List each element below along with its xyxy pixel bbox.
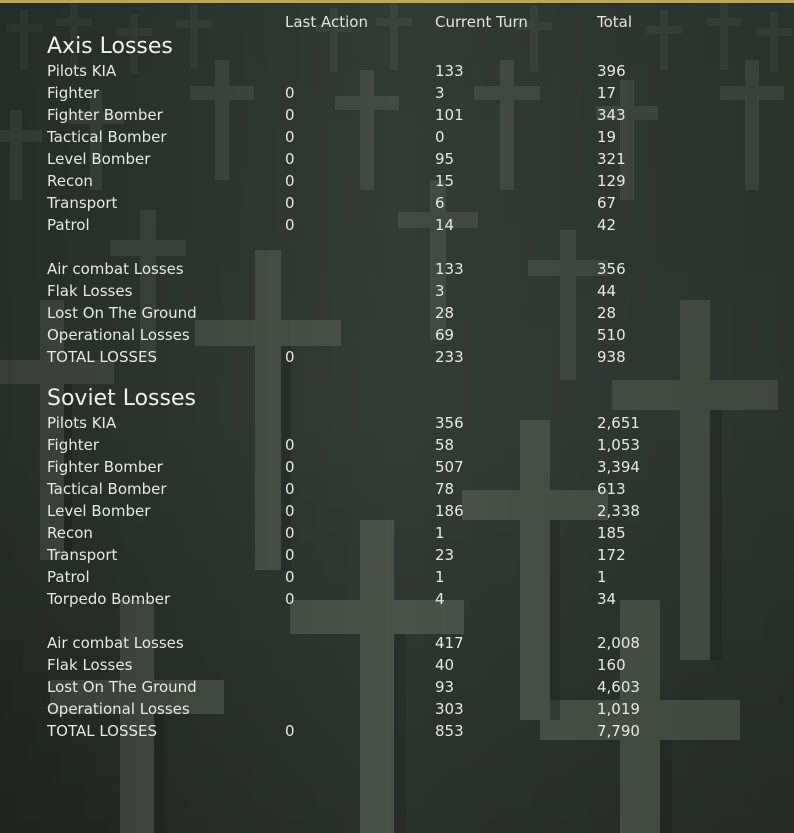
- row-current-turn-value: 6: [435, 194, 445, 212]
- row-total-value: 356: [597, 260, 626, 278]
- table-row: [0, 676, 794, 698]
- row-total-value: 2,651: [597, 414, 640, 432]
- row-last-action-value: 0: [285, 568, 295, 586]
- row-last-action-value: 0: [285, 590, 295, 608]
- row-current-turn-value: 101: [435, 106, 464, 124]
- table-row: [0, 720, 794, 742]
- table-row: [0, 632, 794, 654]
- row-last-action-value: 0: [285, 172, 295, 190]
- row-label: Operational Losses: [47, 326, 190, 344]
- row-current-turn-value: 0: [435, 128, 445, 146]
- row-last-action-value: 0: [285, 128, 295, 146]
- row-total-value: 44: [597, 282, 617, 300]
- row-label: Level Bomber: [47, 502, 151, 520]
- header-current-turn: Current Turn: [435, 13, 528, 31]
- row-last-action-value: 0: [285, 458, 295, 476]
- row-label: Flak Losses: [47, 656, 133, 674]
- section-title-axis: Axis Losses: [47, 34, 173, 59]
- row-total-value: 2,338: [597, 502, 640, 520]
- row-label: Patrol: [47, 568, 90, 586]
- row-last-action-value: 0: [285, 546, 295, 564]
- table-row: [0, 456, 794, 478]
- row-current-turn-value: 417: [435, 634, 464, 652]
- row-label: Pilots KIA: [47, 414, 117, 432]
- table-row: [0, 148, 794, 170]
- row-current-turn-value: 133: [435, 62, 464, 80]
- table-row: [0, 588, 794, 610]
- row-current-turn-value: 233: [435, 348, 464, 366]
- row-total-value: 396: [597, 62, 626, 80]
- row-current-turn-value: 40: [435, 656, 455, 674]
- table-row: [0, 566, 794, 588]
- header-last-action: Last Action: [285, 13, 368, 31]
- table-row: [0, 522, 794, 544]
- section-title-soviet: Soviet Losses: [47, 386, 196, 411]
- table-row: [0, 302, 794, 324]
- table-row: [0, 170, 794, 192]
- row-total-value: 160: [597, 656, 626, 674]
- table-row: [0, 412, 794, 434]
- row-total-value: 2,008: [597, 634, 640, 652]
- row-current-turn-value: 78: [435, 480, 455, 498]
- table-row: [0, 478, 794, 500]
- row-current-turn-value: 1: [435, 524, 445, 542]
- row-current-turn-value: 853: [435, 722, 464, 740]
- row-total-value: 343: [597, 106, 626, 124]
- row-last-action-value: 0: [285, 348, 295, 366]
- row-label: Transport: [47, 194, 118, 212]
- table-row: [0, 346, 794, 368]
- row-last-action-value: 0: [285, 480, 295, 498]
- row-label: Lost On The Ground: [47, 304, 197, 322]
- table-row: [0, 654, 794, 676]
- row-label: Pilots KIA: [47, 62, 117, 80]
- table-row: [0, 192, 794, 214]
- row-label: Recon: [47, 172, 93, 190]
- row-current-turn-value: 1: [435, 568, 445, 586]
- table-row: [0, 82, 794, 104]
- row-label: Flak Losses: [47, 282, 133, 300]
- row-label: Fighter: [47, 436, 100, 454]
- row-total-value: 3,394: [597, 458, 640, 476]
- row-label: Fighter Bomber: [47, 106, 163, 124]
- row-current-turn-value: 303: [435, 700, 464, 718]
- row-current-turn-value: 93: [435, 678, 455, 696]
- header-total: Total: [597, 13, 633, 31]
- row-label: Torpedo Bomber: [47, 590, 171, 608]
- top-gold-rule: [0, 0, 794, 3]
- row-current-turn-value: 507: [435, 458, 464, 476]
- table-row: [0, 258, 794, 280]
- row-label: Operational Losses: [47, 700, 190, 718]
- table-row: [0, 214, 794, 236]
- row-current-turn-value: 14: [435, 216, 455, 234]
- row-total-value: 17: [597, 84, 617, 102]
- row-last-action-value: 0: [285, 150, 295, 168]
- row-total-value: 4,603: [597, 678, 640, 696]
- row-current-turn-value: 133: [435, 260, 464, 278]
- table-row: [0, 104, 794, 126]
- row-current-turn-value: 28: [435, 304, 455, 322]
- row-total-value: 938: [597, 348, 626, 366]
- table-row: [0, 434, 794, 456]
- row-total-value: 34: [597, 590, 617, 608]
- row-current-turn-value: 3: [435, 282, 445, 300]
- row-current-turn-value: 3: [435, 84, 445, 102]
- row-last-action-value: 0: [285, 106, 295, 124]
- row-label: Fighter Bomber: [47, 458, 163, 476]
- row-last-action-value: 0: [285, 502, 295, 520]
- row-last-action-value: 0: [285, 216, 295, 234]
- row-last-action-value: 0: [285, 722, 295, 740]
- table-row: [0, 544, 794, 566]
- row-total-value: 510: [597, 326, 626, 344]
- row-total-value: 1: [597, 568, 607, 586]
- table-row: [0, 280, 794, 302]
- row-current-turn-value: 186: [435, 502, 464, 520]
- row-total-value: 185: [597, 524, 626, 542]
- row-label: Patrol: [47, 216, 90, 234]
- row-label: Air combat Losses: [47, 260, 184, 278]
- row-current-turn-value: 4: [435, 590, 445, 608]
- row-label: Tactical Bomber: [47, 480, 167, 498]
- row-current-turn-value: 58: [435, 436, 455, 454]
- row-label: Lost On The Ground: [47, 678, 197, 696]
- row-total-value: 1,053: [597, 436, 640, 454]
- table-row: [0, 60, 794, 82]
- table-row: [0, 698, 794, 720]
- row-label: Level Bomber: [47, 150, 151, 168]
- row-last-action-value: 0: [285, 84, 295, 102]
- row-total-value: 613: [597, 480, 626, 498]
- row-label: Fighter: [47, 84, 100, 102]
- row-current-turn-value: 356: [435, 414, 464, 432]
- row-total-value: 1,019: [597, 700, 640, 718]
- row-label: Tactical Bomber: [47, 128, 167, 146]
- row-current-turn-value: 95: [435, 150, 455, 168]
- row-total-value: 129: [597, 172, 626, 190]
- row-label: Transport: [47, 546, 118, 564]
- row-current-turn-value: 15: [435, 172, 455, 190]
- row-last-action-value: 0: [285, 436, 295, 454]
- row-total-value: 7,790: [597, 722, 640, 740]
- table-row: [0, 324, 794, 346]
- table-row: [0, 500, 794, 522]
- row-last-action-value: 0: [285, 194, 295, 212]
- row-total-value: 28: [597, 304, 617, 322]
- row-current-turn-value: 69: [435, 326, 455, 344]
- row-total-value: 19: [597, 128, 617, 146]
- row-label: Air combat Losses: [47, 634, 184, 652]
- row-current-turn-value: 23: [435, 546, 455, 564]
- row-total-value: 321: [597, 150, 626, 168]
- row-total-value: 67: [597, 194, 617, 212]
- row-total-value: 42: [597, 216, 617, 234]
- row-label: TOTAL LOSSES: [47, 348, 158, 366]
- row-total-value: 172: [597, 546, 626, 564]
- row-last-action-value: 0: [285, 524, 295, 542]
- row-label: Recon: [47, 524, 93, 542]
- row-label: TOTAL LOSSES: [47, 722, 158, 740]
- table-row: [0, 126, 794, 148]
